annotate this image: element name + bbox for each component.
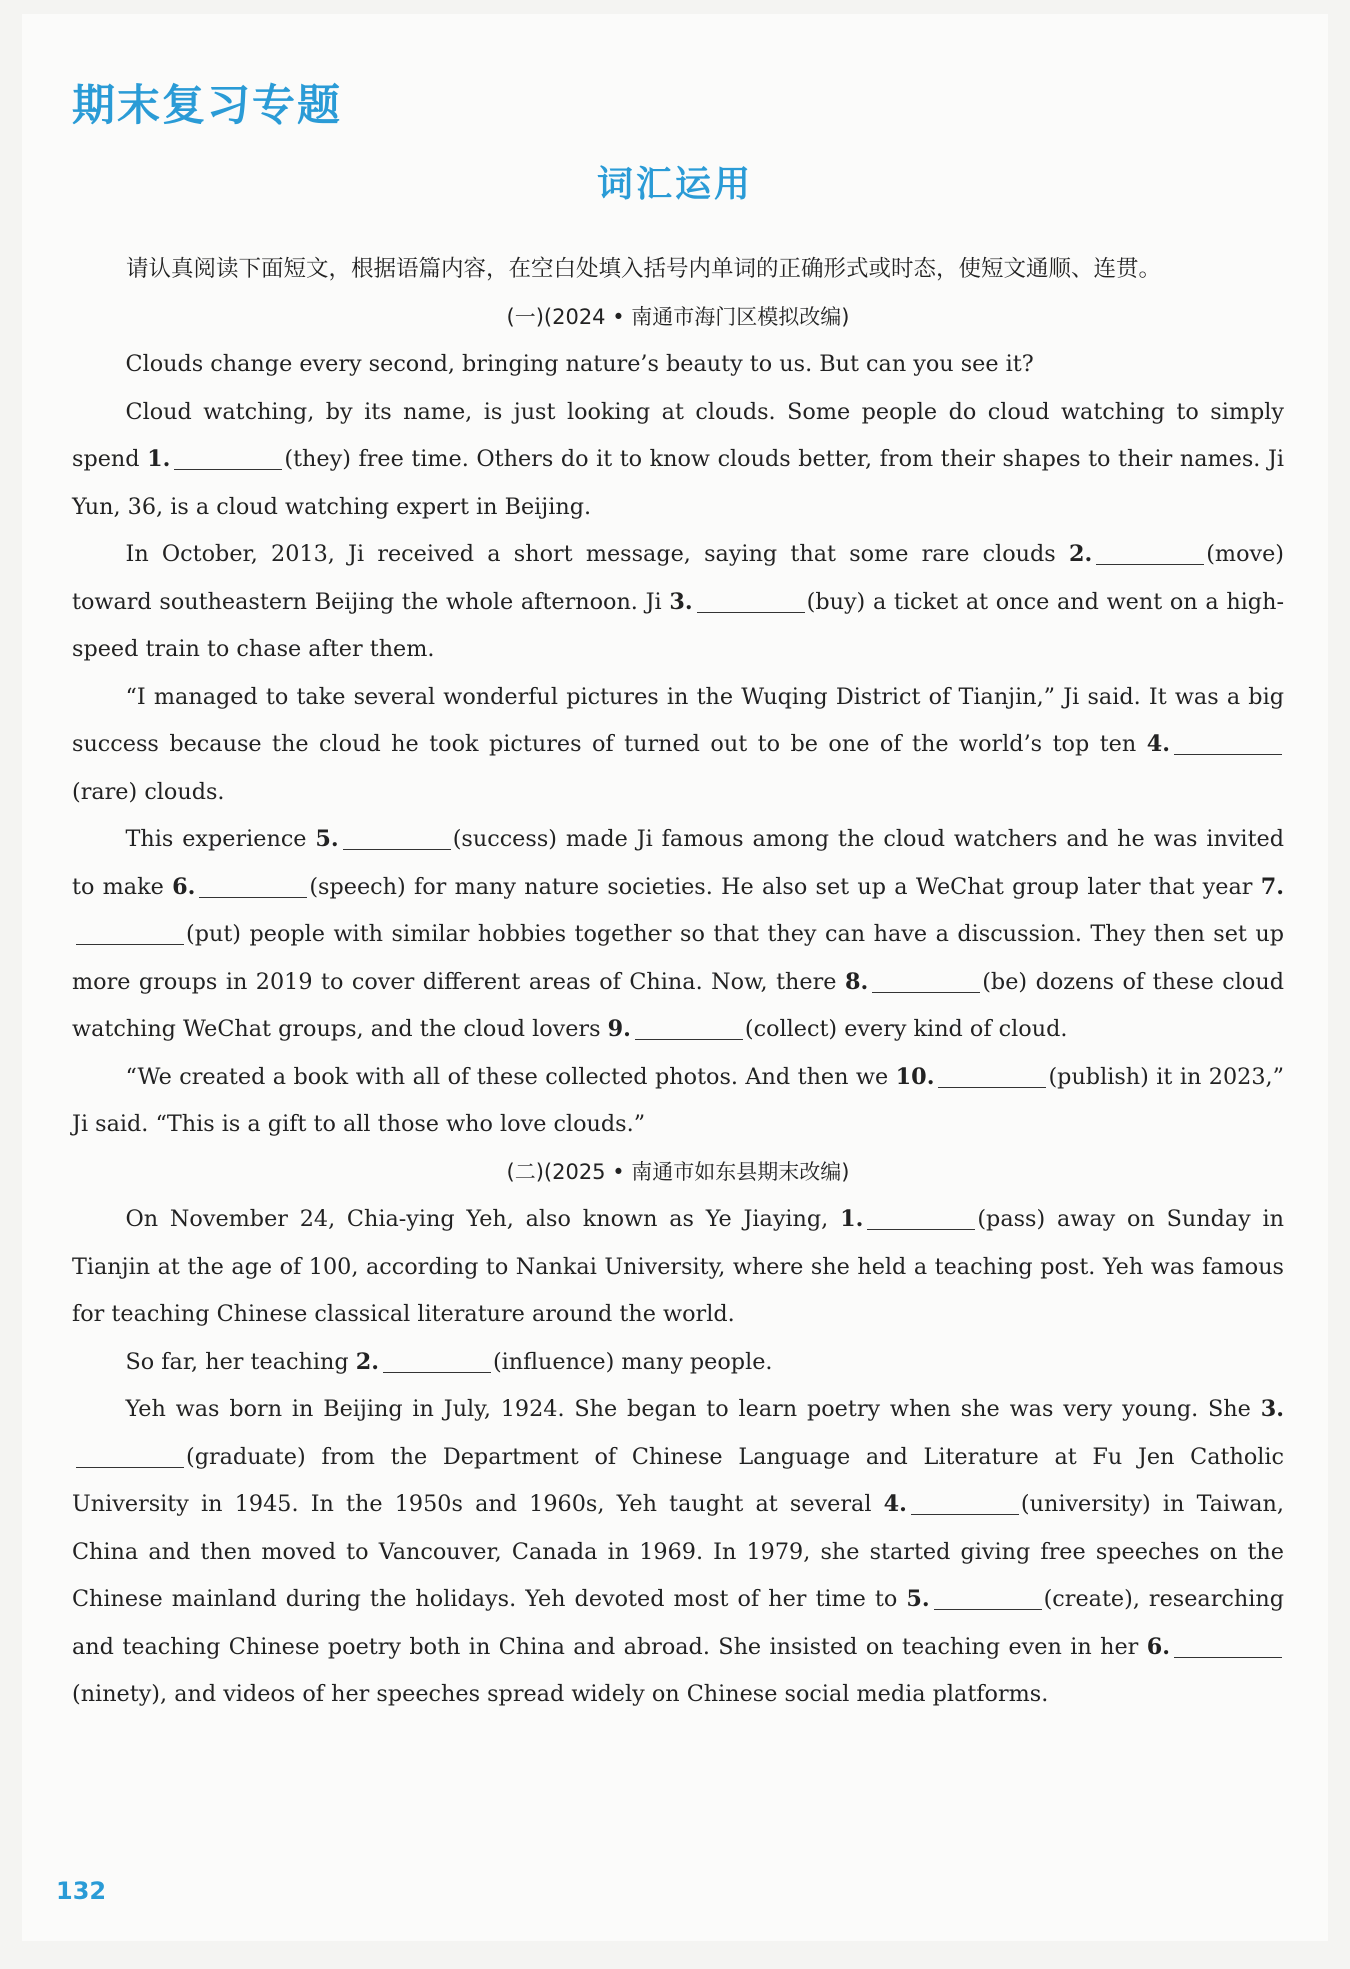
text: many people. xyxy=(621,1348,773,1375)
text: toward southeastern Beijing the whole afternoon. Ji xyxy=(72,588,662,615)
word-hint: (ninety) xyxy=(72,1681,161,1707)
passage1-heading: (一)(2024 • 南通市海门区模拟改编) xyxy=(506,304,850,329)
blank-number: 5. xyxy=(906,1586,930,1612)
answer-blank[interactable] xyxy=(343,826,451,850)
blank-number: 2. xyxy=(1068,541,1093,567)
text: people with similar hobbies together so that they can have a discussion. They then set up more groups in 2019 to cover different areas of China. Now, there xyxy=(72,921,1285,995)
text: This experience xyxy=(125,826,307,852)
passage1-paragraph xyxy=(72,1054,1284,1149)
page-number: 132 xyxy=(56,1877,107,1905)
text: every kind of cloud. xyxy=(844,1016,1068,1042)
page xyxy=(22,14,1328,1941)
passage2-heading: (二)(2025 • 南通市如东县期末改编) xyxy=(506,1159,850,1184)
text: it in 2023,” Ji said. “This is a gift to all those who love clouds.” xyxy=(72,1063,1284,1137)
blank-number: 9. xyxy=(607,1016,631,1042)
text: Clouds change every second, bringing nature’s beauty to us. But can you see it? xyxy=(125,351,1034,377)
passage2-paragraph xyxy=(72,1196,1284,1339)
passage1-paragraph xyxy=(72,389,1284,532)
answer-blank[interactable] xyxy=(697,588,805,612)
instruction: 请认真阅读下面短文，根据语篇内容，在空白处填入括号内单词的正确形式或时态，使短文通顺、连贯。 xyxy=(126,256,1162,282)
text: On November 24, Chia-ying Yeh, also known as Ye Jiaying, xyxy=(125,1206,829,1232)
text: free time. Others do it to know clouds better, from their shapes to their names. Ji Yun, 36, is a cloud watching expert in Beijing. xyxy=(72,446,1285,520)
blank-number: 6. xyxy=(1146,1633,1170,1660)
answer-blank[interactable] xyxy=(934,1586,1042,1610)
text: made Ji famous among the cloud watchers and he was invited to make xyxy=(72,826,1284,900)
word-hint: (success) xyxy=(452,826,557,852)
text: Yeh was born in Beijing in July, 1924. She began to learn poetry when she was very young. She xyxy=(125,1396,1251,1422)
text: a ticket at once and went on a high-speed train to chase after them. xyxy=(72,588,1284,662)
blank-number: 3. xyxy=(1260,1396,1284,1422)
text: away on Sunday in Tianjin at the age of 100, according to Nankai University, where she held a teaching post. Yeh was famous for teaching Chinese classical literature around the world. xyxy=(72,1206,1285,1327)
answer-blank[interactable] xyxy=(635,1016,743,1040)
blank-number: 8. xyxy=(844,968,869,995)
text: “We created a book with all of these collected photos. And then we xyxy=(125,1063,889,1090)
passage1-paragraph xyxy=(72,341,1284,389)
word-hint: (buy) xyxy=(806,588,866,615)
word-hint: (university) xyxy=(1020,1491,1151,1517)
passage1-paragraph xyxy=(72,531,1284,674)
section-title: 期末复习专题 xyxy=(72,81,342,131)
answer-blank[interactable] xyxy=(383,1348,491,1372)
answer-blank[interactable] xyxy=(867,1206,975,1230)
page-title: 词汇运用 xyxy=(596,164,753,205)
word-hint: (speech) xyxy=(309,873,406,900)
word-hint: (pass) xyxy=(977,1206,1046,1232)
text: , researching and teaching Chinese poetry both in China and abroad. She insisted on teaching even in her xyxy=(72,1586,1284,1660)
text: in Taiwan, China and then moved to Vancouver, Canada in 1969. In 1979, she started giving free speeches on the Chinese mainland during the holidays. Yeh devoted most of her time to xyxy=(72,1491,1284,1612)
answer-blank[interactable] xyxy=(76,1443,184,1467)
content xyxy=(72,246,1284,1719)
answer-blank[interactable] xyxy=(872,968,980,992)
text: , and videos of her speeches spread widely on Chinese social media platforms. xyxy=(160,1681,1049,1707)
text: from the Department of Chinese Language and Literature at Fu Jen Catholic University in 1945. In the 1950s and 1960s, Yeh taught at several xyxy=(72,1443,1285,1517)
passage1-paragraph xyxy=(72,816,1284,1054)
word-hint: (rare) xyxy=(72,778,138,805)
text: In October, 2013, Ji received a short message, saying that some rare clouds xyxy=(125,541,1056,567)
answer-blank[interactable] xyxy=(938,1063,1046,1087)
text: “I managed to take several wonderful pictures in the Wuqing District of Tianjin,” Ji said. It was a big success because the cloud he took pictures of turned out to be one of the world’s top ten xyxy=(72,683,1284,757)
word-hint: (influence) xyxy=(492,1348,615,1375)
word-hint: (collect) xyxy=(744,1016,838,1042)
text: dozens of these cloud watching WeChat groups, and the cloud lovers xyxy=(72,968,1284,1042)
passage2-paragraph xyxy=(72,1339,1284,1387)
text: clouds. xyxy=(144,778,225,805)
answer-blank[interactable] xyxy=(199,873,307,897)
blank-number: 4. xyxy=(1146,731,1170,757)
answer-blank[interactable] xyxy=(174,446,282,470)
blank-number: 10. xyxy=(895,1063,935,1090)
blank-number: 3. xyxy=(669,588,693,615)
passage1-paragraph xyxy=(72,674,1284,817)
answer-blank[interactable] xyxy=(1174,731,1282,755)
blank-number: 2. xyxy=(355,1348,379,1375)
word-hint: (move) xyxy=(1206,541,1284,567)
answer-blank[interactable] xyxy=(1174,1633,1282,1657)
word-hint: (put) xyxy=(186,921,241,947)
blank-number: 1. xyxy=(147,446,171,472)
text: for many nature societies. He also set up a WeChat group later that year xyxy=(413,873,1253,900)
answer-blank[interactable] xyxy=(76,921,184,945)
word-hint: (publish) xyxy=(1048,1063,1149,1090)
word-hint: (they) xyxy=(284,446,351,472)
blank-number: 6. xyxy=(172,873,196,900)
word-hint: (be) xyxy=(982,968,1028,995)
word-hint: (graduate) xyxy=(186,1443,306,1470)
text: So far, her teaching xyxy=(125,1348,349,1375)
blank-number: 4. xyxy=(883,1491,907,1517)
word-hint: (create) xyxy=(1043,1586,1133,1612)
blank-number: 1. xyxy=(840,1206,864,1232)
blank-number: 7. xyxy=(1260,873,1284,900)
answer-blank[interactable] xyxy=(1096,541,1204,565)
passage2-paragraph xyxy=(72,1386,1284,1719)
text: Cloud watching, by its name, is just looking at clouds. Some people do cloud watching to simply spend xyxy=(72,398,1284,472)
answer-blank[interactable] xyxy=(911,1491,1019,1515)
blank-number: 5. xyxy=(315,826,339,852)
